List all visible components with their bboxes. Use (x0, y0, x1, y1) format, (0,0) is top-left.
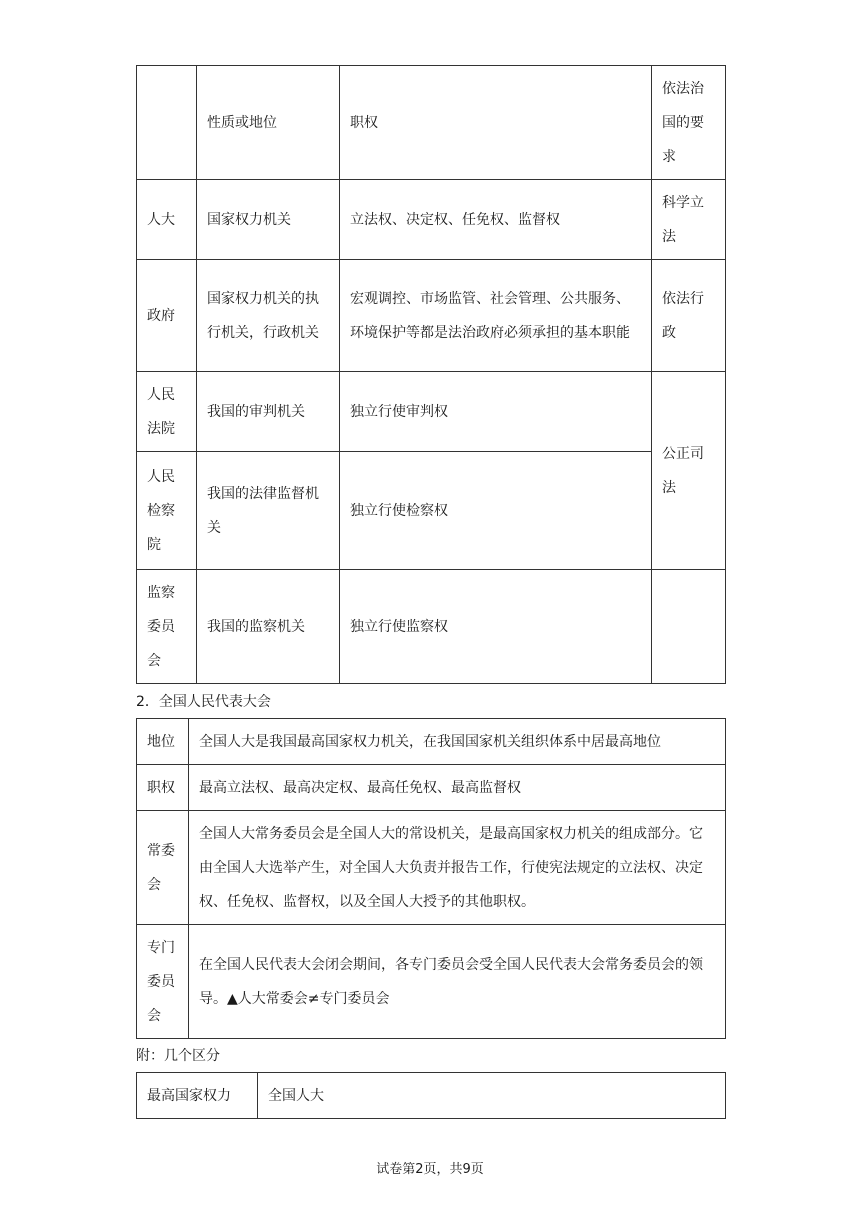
nature-cell: 我国的监察机关 (197, 570, 340, 684)
requirement-cell: 依法行政 (652, 260, 726, 372)
header-cell-blank (137, 66, 197, 180)
distinction-table (136, 1072, 726, 1119)
nature-cell: 我国的审判机关 (197, 372, 340, 452)
nature-cell: 国家权力机关 (197, 180, 340, 260)
text-cell: 全国人大是我国最高国家权力机关，在我国国家机关组织体系中居最高地位 (189, 719, 726, 765)
nature-cell: 我国的法律监督机关 (197, 452, 340, 570)
section-title: 2．全国人民代表大会 (136, 694, 271, 710)
table-row (137, 1073, 726, 1119)
table-row (137, 260, 726, 372)
label-cell: 常委会 (137, 811, 189, 925)
power-cell: 宏观调控、市场监管、社会管理、公共服务、环境保护等都是法治政府必须承担的基本职能 (340, 260, 652, 372)
text-cell: 最高立法权、最高决定权、最高任免权、最高监督权 (189, 765, 726, 811)
org-cell: 监察委员会 (137, 570, 197, 684)
table-row (137, 372, 726, 452)
header-cell-power: 职权 (340, 66, 652, 180)
power-cell: 独立行使审判权 (340, 372, 652, 452)
org-cell: 人民法院 (137, 372, 197, 452)
org-cell: 人大 (137, 180, 197, 260)
org-cell: 人民检察院 (137, 452, 197, 570)
organs-table (136, 65, 726, 684)
label-cell: 最高国家权力 (137, 1073, 258, 1119)
npc-table (136, 718, 726, 1039)
table-header-row (137, 66, 726, 180)
text-cell: 在全国人民代表大会闭会期间，各专门委员会受全国人民代表大会常务委员会的领导。▲人大常委会≠专门委员会 (189, 925, 726, 1039)
table-row (137, 811, 726, 925)
table-row (137, 719, 726, 765)
label-cell: 地位 (137, 719, 189, 765)
label-cell: 专门委员会 (137, 925, 189, 1039)
table-row (137, 180, 726, 260)
label-cell: 职权 (137, 765, 189, 811)
power-cell: 独立行使检察权 (340, 452, 652, 570)
text-cell: 全国人大常务委员会是全国人大的常设机关，是最高国家权力机关的组成部分。它由全国人大选举产生，对全国人大负责并报告工作，行使宪法规定的立法权、决定权、任免权、监督权，以及全国人大授予的其他职权。 (189, 811, 726, 925)
header-cell-nature: 性质或地位 (197, 66, 340, 180)
org-cell: 政府 (137, 260, 197, 372)
nature-cell: 国家权力机关的执行机关，行政机关 (197, 260, 340, 372)
page-footer: 试卷第2页，共9页 (376, 1162, 484, 1177)
table-row (137, 452, 726, 570)
section-title: 附：几个区分 (136, 1048, 220, 1064)
requirement-cell: 科学立法 (652, 180, 726, 260)
requirement-cell: 公正司法 (652, 372, 726, 570)
table-row (137, 570, 726, 684)
power-cell: 独立行使监察权 (340, 570, 652, 684)
table-row (137, 765, 726, 811)
header-cell-requirement: 依法治国的要求 (652, 66, 726, 180)
power-cell: 立法权、决定权、任免权、监督权 (340, 180, 652, 260)
requirement-cell (652, 570, 726, 684)
table-row (137, 925, 726, 1039)
text-cell: 全国人大 (258, 1073, 726, 1119)
